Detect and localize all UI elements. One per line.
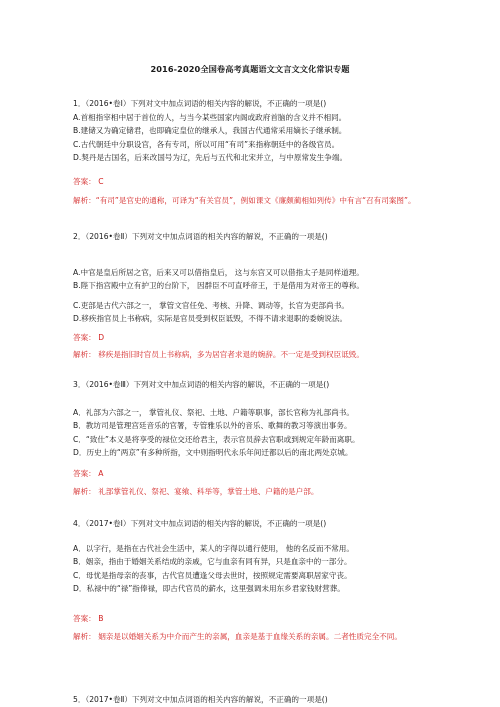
option-c: C.古代朝廷中分职设官，各有专司，所以可用“有司”来指称朝廷中的各级官员。 [73, 139, 340, 149]
question-2 [73, 230, 423, 361]
option-d: D.契丹是古国名，后来改国号为辽，先后与五代和北宋并立，与中原常发生争端。 [73, 153, 348, 163]
answer: 答案： D [73, 332, 105, 342]
option-b: B．教坊司是管理宫廷音乐的官署，专管雅乐以外的音乐、歌舞的教习等演出事务。 [73, 421, 352, 431]
explanation: 解析： 姻亲是以婚姻关系为中介而产生的亲属，血亲是基于血缘关系的亲属。二者性质完全不同。 [73, 631, 402, 641]
option-d: D．私禄中的“禄”指俸禄，即古代官员的薪水，这里强调未用东乡君家钱财营葬。 [73, 584, 345, 594]
question-stem: 2．（2016•卷Ⅱ）下列对文中加点词语的相关内容的解说，不正确的一项是() [73, 232, 328, 241]
page-title: 2016-2020全国卷高考真题语文文言文文化常识专题 [150, 64, 350, 74]
option-a: A．礼部为六部之一， 掌管礼仪、祭祀、土地、户籍等职事，部长官称为礼部尚书。 [73, 407, 354, 417]
answer: 答案： B [73, 613, 104, 623]
explanation: 解析：“有司”是官史的通称，可译为“有关官员”，例如课文《廉颇蔺相如列传》中有言“召有司案图”。 [73, 195, 416, 205]
question-4 [73, 517, 423, 643]
option-a: A．以字行，是指在古代社会生活中，某人的字得以通行使用， 他的名反而不常用。 [73, 543, 354, 553]
answer: 答案： A [73, 468, 104, 478]
option-a: A.首相指宰相中居于首位的人，与当今某些国家内阁或政府首脑的含义并不相同。 [73, 112, 347, 122]
option-c: C.吏部是古代六部之一， 掌管文官任免、考核、升降、调动等，长官为吏部尚书。 [73, 300, 349, 310]
question-stem: 4．（2017•卷Ⅰ）下列对文中加点词语的相关内容的解说，不正确的一项是() [73, 519, 327, 528]
option-b: B.陛下指宫殿中立有护卫的台阶下， 因群臣不可直呼帝王，于是借用为对帝王的尊称。 [73, 281, 365, 291]
option-a: A.中官是皇后所居之官，后来又可以借指皇后， 这与东宫又可以借指太子是同样道理。 [73, 267, 364, 277]
explanation: 解析： 移疾是指旧时官员上书称病，多为居官者求退的婉辞。不一定是受到权臣诋毁。 [73, 349, 364, 359]
question-5 [73, 693, 423, 707]
question-3 [73, 378, 423, 498]
question-1 [73, 97, 423, 207]
option-c: C．母忧是指母亲的丧事，古代官员遭逢父母去世时，按照规定需要离职居家守丧。 [73, 570, 352, 580]
answer: 答案： C [73, 176, 104, 186]
option-d: D.移疾指官员上书称病，实际是官员受到权臣诋毁，不得不请求退职的委婉说法。 [73, 314, 348, 324]
question-stem: 3．（2016•卷Ⅲ）下列对文中加点词语的相关内容的解说，不正确的一项是() [73, 380, 330, 389]
question-stem: 5．（2017•卷Ⅱ）下列对文中加点词语的相关内容的解说，不正确的一项是() [73, 695, 328, 704]
option-d: D．历史上的“两京”有多种所指，文中则指明代永乐年间迁都以后的南北两处京城。 [73, 448, 353, 458]
option-b: B.建储又为确定储君，也即确定皇位的继承人，我国古代通常采用嫡长子继承制。 [73, 126, 347, 136]
question-stem: 1．（2016•卷Ⅰ）下列对文中加点词语的相关内容的解说，不正确的一项是() [73, 99, 327, 108]
option-b: B．姻亲，指由于婚姻关系结成的亲戚，它与血亲有同有异，只是血亲中的一部分。 [73, 557, 352, 567]
explanation: 解析： 礼部掌管礼仪、祭祀、宴飨、科举等，掌管土地、户籍的是户部。 [73, 486, 319, 496]
option-c: C．“致仕”本义是将享受的禄位交还给君主，表示官员辞去官职或到规定年龄而离职。 [73, 434, 360, 444]
